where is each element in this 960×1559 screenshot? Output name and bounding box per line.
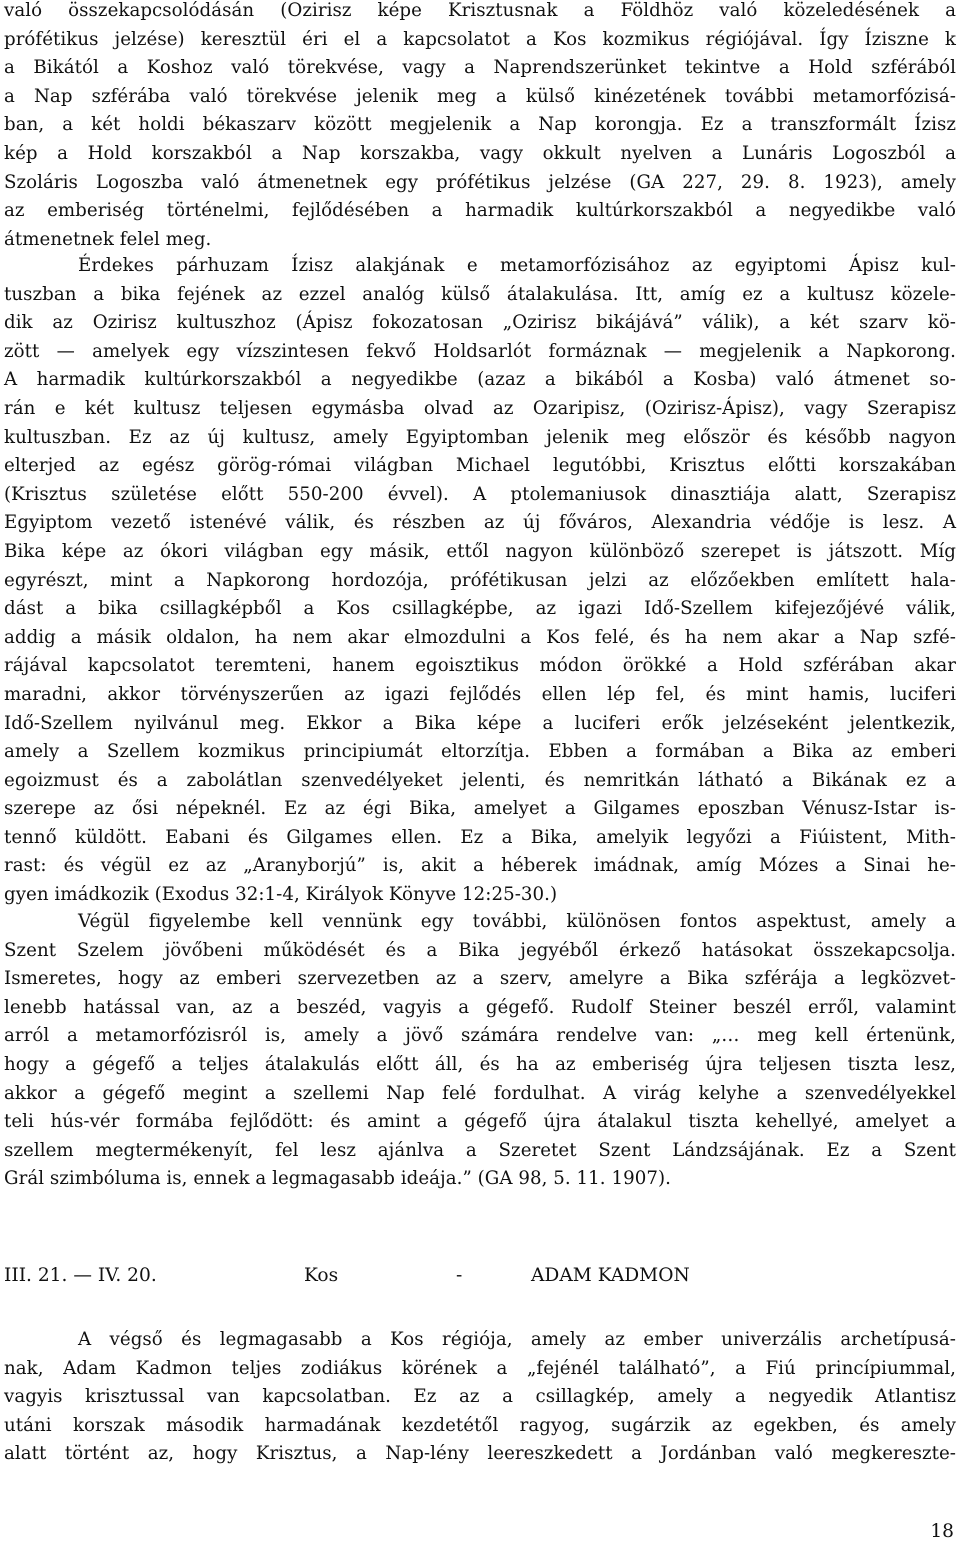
text-line: Grál szimbóluma is, ennek a legmagasabb ideája.” (GA 98, 5. 11. 1907).: [4, 1168, 671, 1190]
text-line: nak, Adam Kadmon teljes zodiákus körének a „fejénél található”, a Fiú princípiummal,: [4, 1357, 956, 1379]
paragraph-3: [4, 908, 956, 1194]
paragraph-4: [4, 1326, 956, 1469]
text-line: ban, a két holdi békaszarv között megjelenik a Nap korongja. Ez a transzformált Ízisz: [4, 114, 956, 136]
text-line: dik az Ozirisz kultuszhoz (Ápisz fokozatosan „Ozirisz bikájává” válik), a két szarv kö-: [4, 312, 956, 334]
text-line: Bika képe az ókori világban egy másik, ettől nagyon különböző szerepet is játszott. Míg: [4, 540, 956, 562]
text-line: gyen imádkozik (Exodus 32:1-4, Királyok Könyve 12:25-30.): [4, 884, 558, 906]
heading-dates: III. 21. — IV. 20.: [4, 1265, 157, 1286]
text-line: rast: és végül ez az „Aranyborjú” is, akit a héberek imádnak, amíg Mózes a Sinai he-: [4, 855, 956, 877]
text-line: prófétikus jelzése) keresztül éri el a kapcsolatot a Kos kozmikus régiójával. Így Íziszne k: [4, 28, 956, 50]
text-line: a Bikától a Koshoz való törekvése, vagy a Naprendszerünket tekintve a Hold szférából: [4, 57, 956, 79]
text-line: vagyis krisztussal van kapcsolatban. Ez az a csillagkép, amely a negyedik Atlantisz: [4, 1386, 956, 1408]
text-line: Szent Szelem jövőbeni működését és a Bika jegyéből érkező hatásokat összekapcsolja.: [4, 939, 956, 961]
heading-name: ADAM KADMON: [531, 1265, 690, 1286]
text-line: szerepe az ősi népeknél. Ez az égi Bika, amelyet a Gilgames eposzban Vénusz-Istar is-: [4, 798, 956, 820]
text-line: maradni, akkor törvényszerűen az igazi fejlődés ellen lép fel, és mint hamis, luciferi: [4, 683, 956, 705]
text-line: rájával kapcsolatot teremteni, hanem egoisztikus módon örökké a Hold szférában akar: [4, 655, 956, 677]
text-line: dást a bika csillagképből a Kos csillagképbe, az igazi Idő-Szellem kifejezőjévé válik,: [4, 598, 956, 620]
text-line: rán e két kultusz teljesen egymásba olvad az Ozaripisz, (Ozirisz-Ápisz), vagy Szerapisz: [4, 397, 956, 419]
text-line: A végső és legmagasabb a Kos régiója, amely az ember univerzális archetípusá-: [78, 1329, 956, 1350]
paragraph-1: [4, 0, 956, 254]
heading-sign: Kos: [304, 1265, 339, 1286]
text-line: lenebb hatással van, az a beszéd, vagyis a gégefő. Rudolf Steiner beszél erről, valamint: [4, 996, 956, 1018]
text-line: teli hús-vér formába fejlődött: és amint a gégefő újra átalakul tiszta kehellyé, amelyet a: [4, 1111, 956, 1133]
section-heading: [4, 1262, 956, 1290]
text-line: az emberiség történelmi, fejlődésében a harmadik kultúrkorszakból a negyedikbe való: [4, 200, 956, 222]
text-line: szellem megtermékenyít, fel lesz ajánlva a Szeretet Szent Lándzsájának. Ez a Szent: [4, 1139, 956, 1161]
text-line: a Nap szférába való törekvése jelenik meg a külső kinézetének további metamorfózisá-: [4, 85, 956, 107]
text-line: Ismeretes, hogy az emberi szervezetben az a szerv, amelyre a Bika szférája a legközvet-: [4, 968, 956, 990]
text-line: amely a Szellem kozmikus principiumát eltorzítja. Ebben a formában a Bika az emberi: [4, 741, 956, 763]
text-line: kultuszban. Ez az új kultusz, amely Egyiptomban jelenik meg először és később nagyon: [4, 426, 956, 448]
text-line: alatt történt az, hogy Krisztus, a Nap-lény leereszkedett a Jordánban való megkereszte-: [4, 1443, 956, 1465]
page-number: 18: [930, 1521, 954, 1542]
text-line: tennő küldött. Eabani és Gilgames ellen. Ez a Bika, amelyik legyőzi a Fiúistent, Mith-: [4, 826, 956, 848]
text-line: tuszban a bika fejének az ezzel analóg külső átalakulása. Itt, amíg ez a kultusz közele-: [4, 283, 956, 305]
text-line: akkor a gégefő megint a szellemi Nap felé fordulhat. A virág kelyhe a szenvedélyekkel: [4, 1082, 956, 1104]
text-line: egoizmust és a zabolátlan szenvedélyeket jelenti, és nemritkán látható a Bikának ez a: [4, 769, 956, 791]
text-line: elterjed az egész görög-római világban Michael legutóbbi, Krisztus előtti korszakában: [4, 455, 956, 477]
text-line: Idő-Szellem nyilvánul meg. Ekkor a Bika képe a luciferi erők jelzéseként jelentkezik,: [4, 712, 956, 734]
text-line: Egyiptom vezető istenévé válik, és részben az új főváros, Alexandria védője is lesz. A: [4, 512, 956, 534]
paragraph-2: [4, 252, 956, 910]
text-line: kép a Hold korszakból a Nap korszakba, vagy okkult nyelven a Lunáris Logoszból a: [4, 142, 956, 164]
text-line: Végül figyelembe kell vennünk egy további, különösen fontos aspektust, amely a: [78, 911, 956, 932]
text-line: egyrészt, mint a Napkorong hordozója, prófétikusan jelzi az előzőekben említett hala-: [4, 569, 956, 591]
text-line: A harmadik kultúrkorszakból a negyedikbe (azaz a bikából a Kosba) való átmenet so-: [4, 369, 956, 391]
text-line: való összekapcsolódásán (Ozirisz képe Krisztusnak a Földhöz való közeledésének a: [4, 0, 956, 21]
text-line: Szoláris Logoszba való átmenetnek egy prófétikus jelzése (GA 227, 29. 8. 1923), amely: [4, 171, 956, 193]
heading-separator: -: [456, 1265, 463, 1286]
text-line: átmenetnek felel meg.: [4, 228, 212, 250]
text-line: Érdekes párhuzam Ízisz alakjának e metamorfózisához az egyiptomi Ápisz kul-: [78, 255, 956, 276]
text-line: arról a metamorfózisról is, amely a jövő számára rendelve van: „… meg kell értenünk,: [4, 1025, 956, 1047]
text-line: hogy a gégefő a teljes átalakulás előtt áll, és ha az emberiség újra teljesen tiszta lesz,: [4, 1053, 956, 1075]
text-line: (Krisztus születése előtt 550-200 évvel). A ptolemaniusok dinasztiája alatt, Szerapisz: [4, 483, 956, 505]
text-line: zött — amelyek egy vízszintesen fekvő Holdsarlót formáznak — megjelenik a Napkorong.: [4, 340, 956, 362]
text-line: addig a másik oldalon, ha nem akar elmozdulni a Kos felé, és ha nem akar a Nap szfé-: [4, 626, 956, 648]
text-line: utáni korszak második harmadának kezdetétől ragyog, sugárzik az egekben, és amely: [4, 1414, 956, 1436]
